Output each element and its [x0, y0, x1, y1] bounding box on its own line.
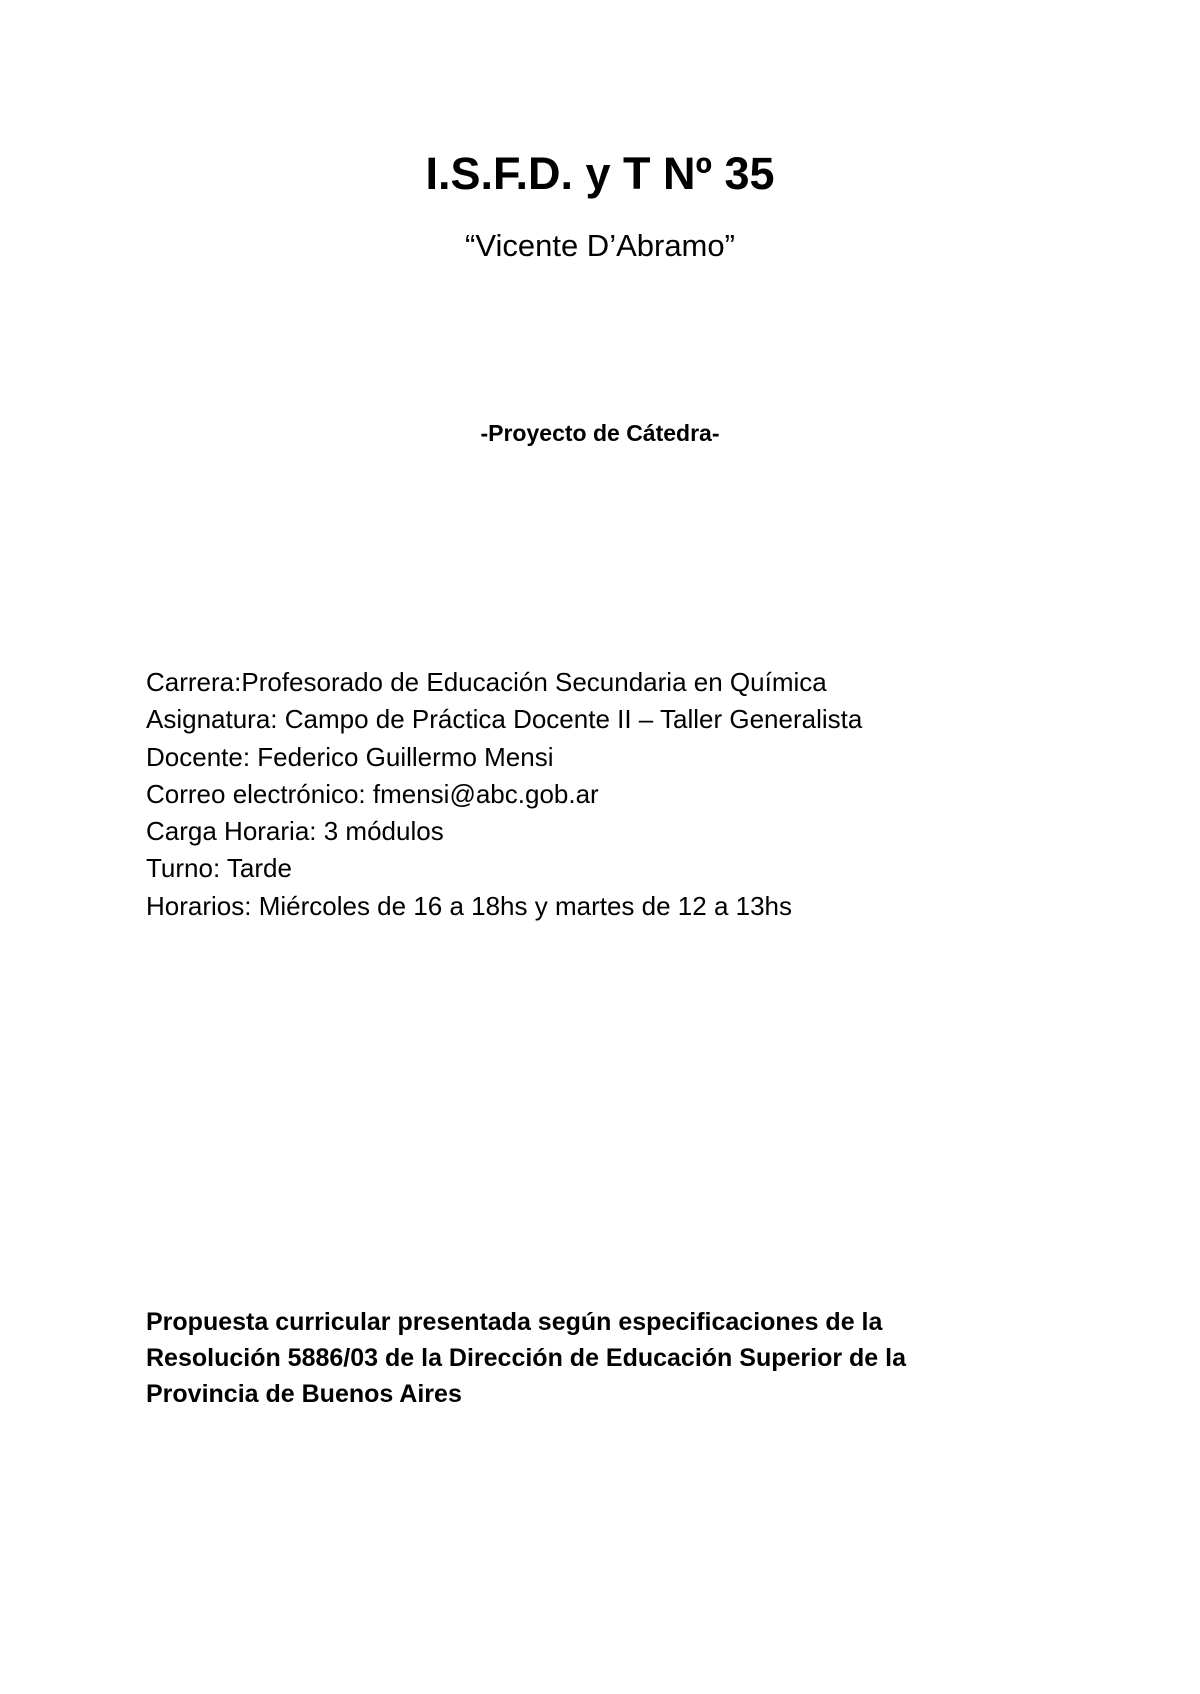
curricular-proposal-note — [146, 1304, 1106, 1412]
institution-title: I.S.F.D. y T Nº 35 — [425, 148, 775, 199]
detail-horarios: Horarios: Miércoles de 16 a 18hs y martes de 12 a 13hs — [146, 890, 793, 921]
footer-line: Resolución 5886/03 de la Dirección de Educación Superior de la — [146, 1344, 906, 1372]
detail-carrera: Carrera:Profesorado de Educación Secundaria en Química — [146, 667, 827, 697]
document-type-heading: -Proyecto de Cátedra- — [480, 420, 720, 446]
institution-name: “Vicente D’Abramo” — [465, 228, 735, 263]
detail-carga-horaria: Carga Horaria: 3 módulos — [146, 816, 444, 847]
detail-docente: Docente: Federico Guillermo Mensi — [146, 741, 554, 772]
footer-line: Propuesta curricular presentada según especificaciones de la — [146, 1308, 883, 1336]
detail-correo: Correo electrónico: fmensi@abc.gob.ar — [146, 778, 599, 809]
detail-turno: Turno: Tarde — [146, 853, 292, 884]
footer-line: Provincia de Buenos Aires — [146, 1380, 462, 1408]
course-details-list — [146, 664, 1146, 925]
detail-asignatura: Asignatura: Campo de Práctica Docente II – Taller Generalista — [146, 704, 863, 735]
